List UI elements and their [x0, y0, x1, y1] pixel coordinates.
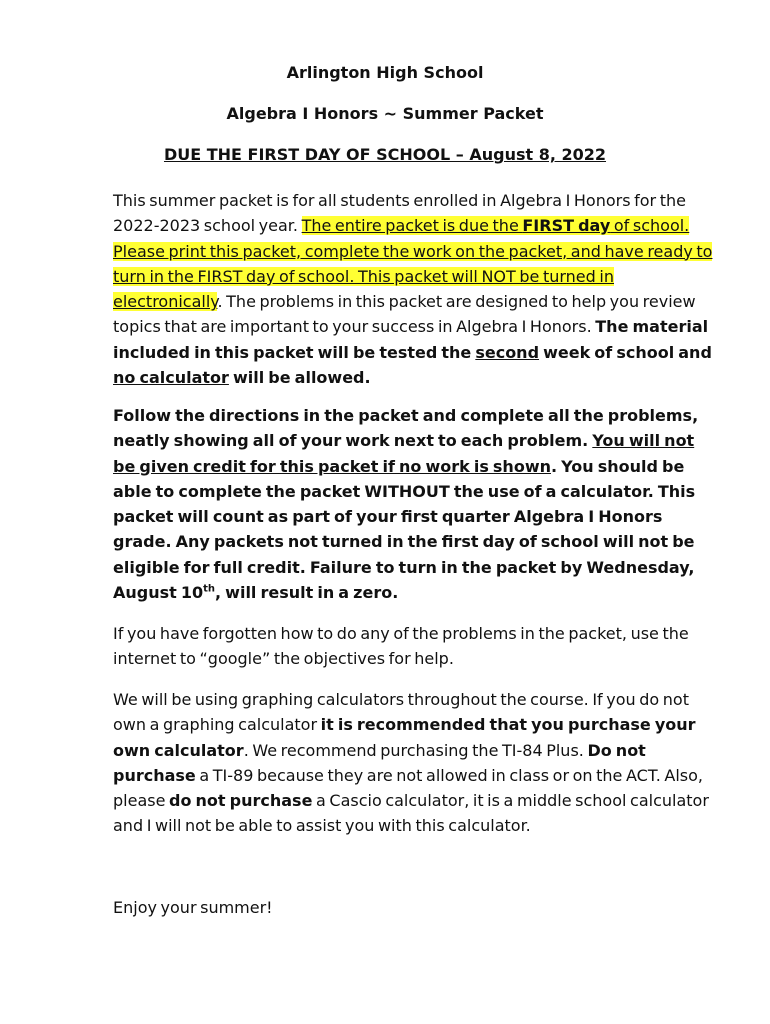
first-day-emphasis: FIRST day	[522, 216, 611, 236]
directions-text-a: Follow the directions in the packet and complete all the problems, neatly showing all of your work next to each problem.	[113, 406, 699, 451]
help-paragraph: If you have forgotten how to do any of the problems in the packet, use the internet to “google” the objectives for help.	[113, 624, 689, 669]
tested-note-a: The material included in this packet will be tested the	[113, 317, 709, 362]
calc-recommend: it is recommended that you purchase your own calculator	[113, 715, 696, 760]
calc-text-g: a Cascio calculator, it is a middle school calculator and I will not be able to assist you with this calculator.	[113, 791, 709, 836]
directions-text-b: . You should be able to complete the packet WITHOUT the use of a calculator. This packet will count as part of your first quarter Algebra I Honors grade. Any packets not turned in the first day of school will not be eligible for full credit. Failure to turn in the packet by Wednesday, August 10	[113, 456, 696, 603]
highlight-text-a: The entire packet is due the	[301, 216, 523, 236]
directions-paragraph	[113, 403, 713, 605]
calc-text-a: We will be using graphing calculators throughout the course. If you do not own a graphing calculator	[113, 690, 689, 735]
highlight-text-b: of school. Please print this packet, complete the work on the packet, and have ready to turn in the FIRST day of school. This packet will NOT be turned in electronically	[113, 216, 713, 312]
tested-note-b: week of school and	[539, 342, 712, 362]
intro-text: This summer packet is for all students enrolled in Algebra I Honors for the 2022-2023 school year.	[113, 191, 686, 236]
closing-line: Enjoy your summer!	[113, 898, 273, 917]
tested-note-c: will be allowed.	[228, 368, 371, 388]
calc-text-e: a TI-89 because they are not allowed in class or on the ACT. Also, please	[113, 765, 703, 811]
directions-bold	[113, 406, 698, 602]
calc-text-c: . We recommend purchasing the TI-84 Plus.	[243, 740, 588, 760]
due-date-heading: DUE THE FIRST DAY OF SCHOOL – August 8, 2022	[163, 145, 607, 164]
no-credit-warning: You will not be given credit for this packet if no work is shown	[113, 431, 695, 476]
second-word: second	[475, 342, 540, 362]
ordinal-superscript: th	[203, 583, 216, 595]
school-title: Arlington High School	[286, 63, 484, 82]
do-not-purchase-1: Do not purchase	[113, 740, 646, 785]
do-not-purchase-2: do not purchase	[169, 791, 313, 811]
no-calculator-text: no calculator	[113, 368, 229, 388]
directions-text-c: , will result in a zero.	[215, 583, 399, 603]
calculator-paragraph	[113, 687, 713, 839]
course-title: Algebra I Honors ~ Summer Packet	[226, 104, 544, 123]
intro-paragraph	[113, 188, 713, 390]
review-text: . The problems in this packet are designed to help you review topics that are important to your success in Algebra I Honors.	[113, 292, 696, 337]
